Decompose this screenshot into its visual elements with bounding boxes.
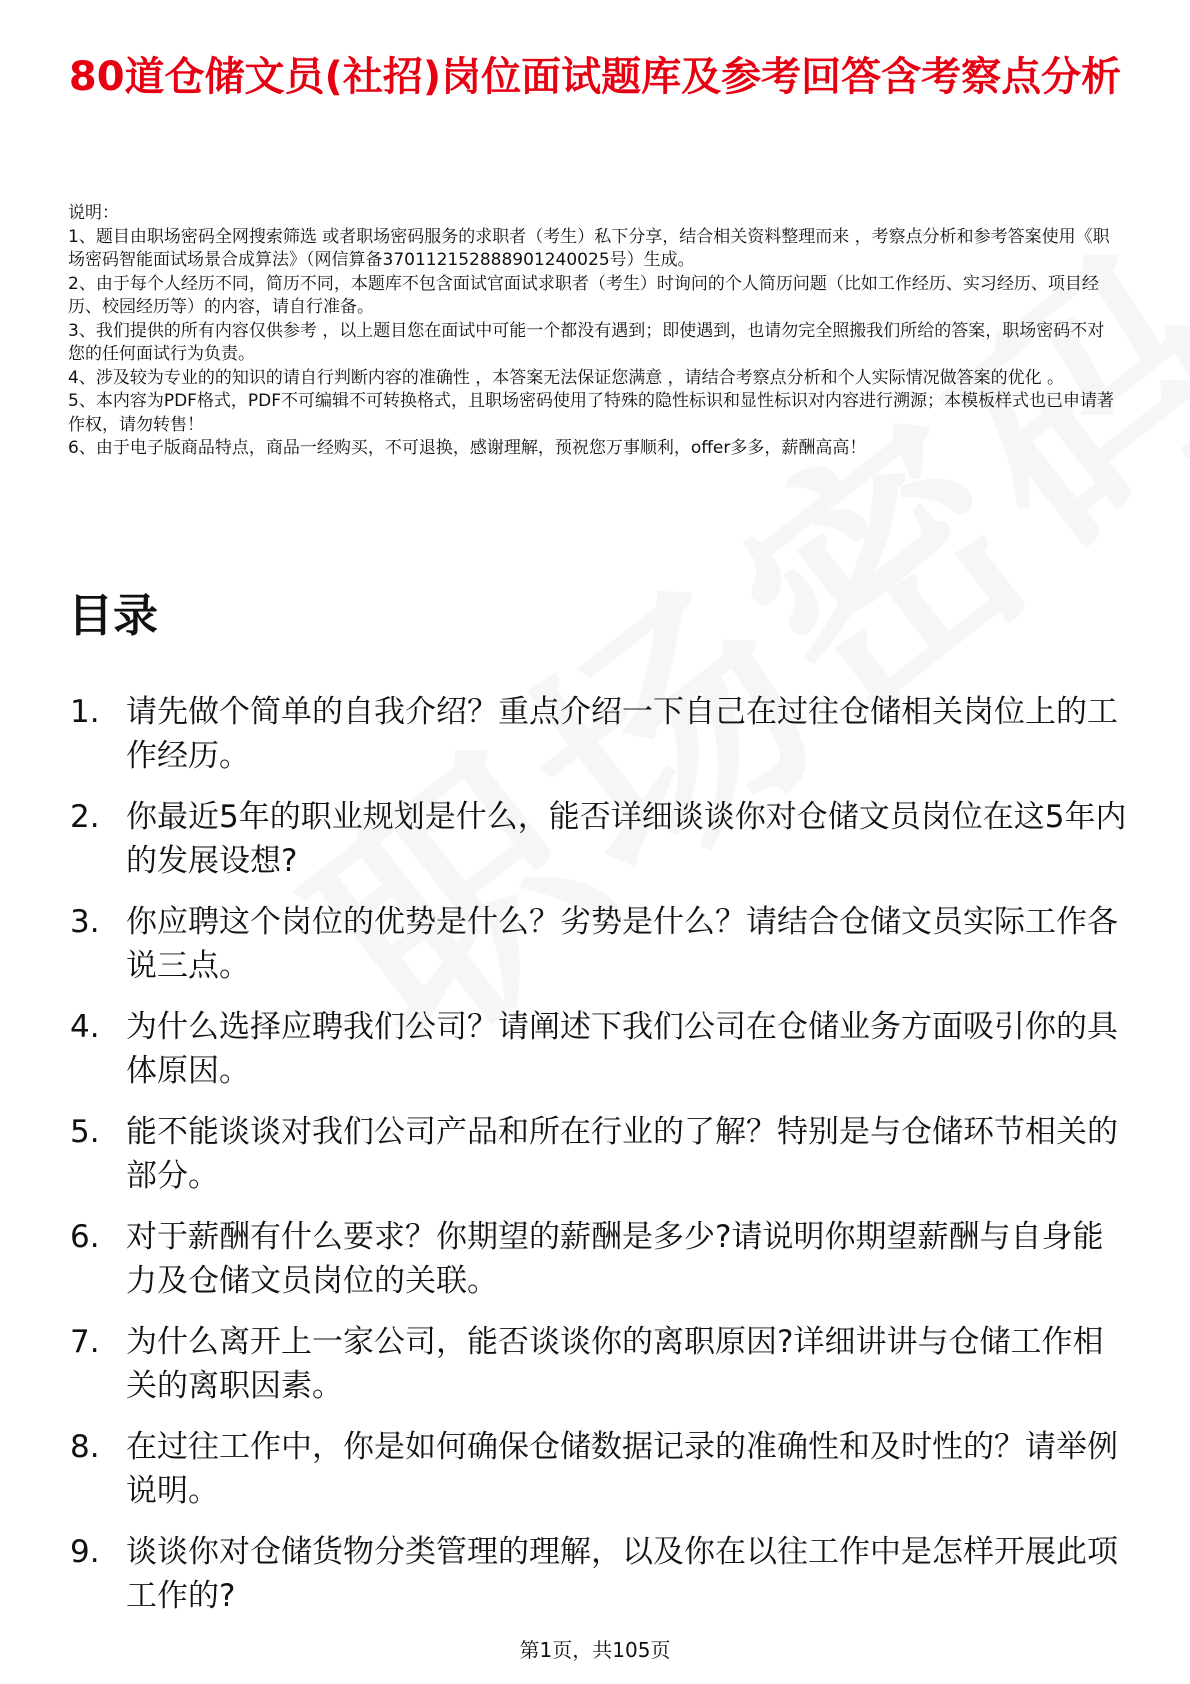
question-number: 7. bbox=[70, 1324, 100, 1360]
question-item bbox=[70, 1215, 1130, 1303]
question-text: 你最近5年的职业规划是什么，能否详细谈谈你对仓储文员岗位在这5年内的发展设想? bbox=[126, 799, 1127, 879]
question-text: 为什么选择应聘我们公司？请阐述下我们公司在仓储业务方面吸引你的具体原因。 bbox=[126, 1009, 1118, 1089]
question-item bbox=[70, 1005, 1130, 1093]
question-text: 谈谈你对仓储货物分类管理的理解，以及你在以往工作中是怎样开展此项工作的? bbox=[126, 1534, 1118, 1614]
question-text: 为什么离开上一家公司，能否谈谈你的离职原因?详细讲讲与仓储工作相关的离职因素。 bbox=[126, 1324, 1104, 1404]
question-number: 2. bbox=[70, 799, 100, 835]
question-item bbox=[70, 1530, 1130, 1618]
question-number: 1. bbox=[70, 694, 100, 730]
question-item bbox=[70, 900, 1130, 988]
question-list bbox=[70, 690, 1130, 1635]
question-number: 6. bbox=[70, 1219, 100, 1255]
question-number: 9. bbox=[70, 1534, 100, 1570]
note-item: 2、由于每个人经历不同，简历不同，本题库不包含面试官面试求职者（考生）时询问的个人简历问题（比如工作经历、实习经历、项目经历、校园经历等）的内容，请自行准备。 bbox=[68, 273, 1099, 317]
question-number: 3. bbox=[70, 904, 100, 940]
note-item: 5、本内容为PDF格式，PDF不可编辑不可转换格式，且职场密码使用了特殊的隐性标识和显性标识对内容进行溯源；本模板样式也已申请著作权，请勿转售！ bbox=[68, 391, 1115, 435]
note-item: 4、涉及较为专业的的知识的请自行判断内容的准确性 ，本答案无法保证您满意 ，请结合考察点分析和个人实际情况做答案的优化 。 bbox=[68, 367, 1065, 388]
question-item bbox=[70, 1110, 1130, 1198]
notes-label: 说明： bbox=[68, 203, 119, 223]
note-item: 3、我们提供的所有内容仅供参考 ，以上题目您在面试中可能一个都没有遇到；即使遇到，也请勿完全照搬我们所给的答案，职场密码不对您的任何面试行为负责。 bbox=[68, 320, 1105, 364]
question-text: 在过往工作中，你是如何确保仓储数据记录的准确性和及时性的？请举例说明。 bbox=[126, 1429, 1118, 1509]
question-item bbox=[70, 1425, 1130, 1513]
note-item: 6、由于电子版商品特点，商品一经购买，不可退换，感谢理解，预祝您万事顺利，offer多多，薪酬高高！ bbox=[68, 438, 867, 458]
question-item bbox=[70, 1320, 1130, 1408]
question-item bbox=[70, 690, 1130, 778]
question-number: 4. bbox=[70, 1009, 100, 1045]
notes-section bbox=[68, 202, 1120, 461]
question-text: 你应聘这个岗位的优势是什么？劣势是什么？请结合仓储文员实际工作各说三点。 bbox=[126, 904, 1118, 984]
toc-heading: 目录 bbox=[68, 589, 159, 642]
question-number: 5. bbox=[70, 1114, 100, 1150]
question-text: 对于薪酬有什么要求？你期望的薪酬是多少?请说明你期望薪酬与自身能力及仓储文员岗位的关联。 bbox=[126, 1219, 1104, 1299]
page-footer: 第1页，共105页 bbox=[519, 1638, 671, 1662]
question-text: 请先做个简单的自我介绍？重点介绍一下自己在过往仓储相关岗位上的工作经历。 bbox=[126, 694, 1118, 774]
note-item: 1、题目由职场密码全网搜索筛选 或者职场密码服务的求职者（考生）私下分享，结合相关资料整理而来 ，考察点分析和参考答案使用《职场密码智能面试场景合成算法》（网信算备370112152888901240025号）生成。 bbox=[68, 226, 1110, 270]
question-item bbox=[70, 795, 1130, 883]
question-text: 能不能谈谈对我们公司产品和所在行业的了解？特别是与仓储环节相关的部分。 bbox=[126, 1114, 1118, 1194]
question-number: 8. bbox=[70, 1429, 100, 1465]
document-title: 80道仓储文员(社招)岗位面试题库及参考回答含考察点分析 bbox=[68, 54, 1122, 100]
